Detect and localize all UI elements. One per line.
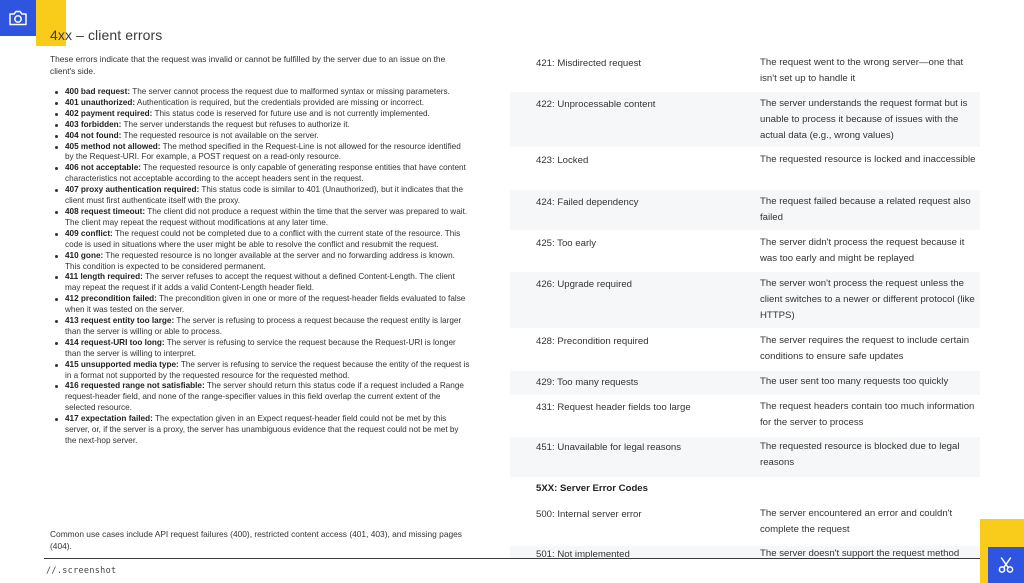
table-row [510,190,980,230]
code-cell: 421: Misdirected request [536,58,642,69]
status-code-term: 411 length required: [65,272,143,282]
status-code-description: The server understands the request but refuses to authorize it. [121,119,350,129]
status-code-term: 416 requested range not satisfiable: [65,381,205,391]
status-code-term: 402 payment required: [65,108,153,118]
table-row [510,272,980,328]
code-cell: 424: Failed dependency [536,197,639,208]
status-code-description: The server cannot process the request due to malformed syntax or missing parameters. [130,87,450,96]
status-code-description: The precondition given in one or more of the request-header fields evaluated to false when it was tested on the server. [65,294,466,315]
description-cell: The user sent too many requests too quickly [760,376,949,387]
status-code-term: 401 unauthorized: [65,97,136,107]
description-cell: The server won't process the request unless the client switches to a newer or different protocol (like HTTPS) [760,278,975,321]
list-item [50,109,470,120]
table-row [510,330,980,370]
status-code-description: The request could not be completed due to a conflict with the current state of the resource. This code is used in situations where the user might be able to resolve the conflict and resubmit the request. [65,228,461,249]
status-code-description: The method specified in the Request-Line is not allowed for the resource identified by the Request-URI. For example, a POST request on a read-only resource. [65,141,461,162]
list-item [50,381,470,414]
list-item [50,251,470,273]
code-cell: 428: Precondition required [536,336,649,347]
description-cell: The server doesn't support the request method [760,548,960,558]
description-cell: The request headers contain too much information for the server to process [760,401,975,428]
corner-decoration-bottom-right [980,519,1024,583]
list-item [50,131,470,142]
code-cell: 429: Too many requests [536,377,639,388]
status-code-list [50,87,470,447]
status-code-term: 407 proxy authentication required: [65,185,200,195]
list-item [50,414,470,447]
status-code-description: The client did not produce a request within the time that the server was prepared to wait. The client may repeat the request without modifications at any later time. [65,206,468,227]
status-code-table [510,52,980,558]
code-cell: 451: Unavailable for legal reasons [536,442,682,453]
status-code-description: The requested resource is no longer available at the server and no forwarding address is known. This condition is expected to be considered permanent. [65,250,455,271]
status-code-description: The server refuses to accept the request without a defined Content-Length. The client may repeat the request if it adds a valid Content-Length header field. [65,272,455,293]
status-code-description: This status code is similar to 401 (Unauthorized), but it indicates that the client must first authenticate itself with the proxy. [65,185,464,206]
table-row [510,232,980,270]
table-row [510,52,980,88]
code-cell: 422: Unprocessable content [536,99,656,110]
code-cell: 431: Request header fields too large [536,402,691,413]
table-row [510,371,980,395]
footer-brand: //.screenshot [46,566,117,576]
list-item [50,294,470,316]
status-code-description: The requested resource is not available on the server. [121,130,319,140]
list-item [50,229,470,251]
list-item [50,360,470,382]
status-code-term: 408 request timeout: [65,206,146,216]
status-code-description: The server is refusing to process a request because the request entity is larger than the server is willing or able to process. [65,316,462,336]
list-item [50,185,470,207]
status-code-description: The server should return this status code if a request included a Range request-header field, and none of the range-specifier values in this field overlap the current extent of the selected resource. [65,381,464,413]
list-item [50,316,470,338]
list-item [50,87,470,98]
status-code-term: 409 conflict: [65,228,113,238]
code-cell: 425: Too early [536,238,597,249]
list-item [50,120,470,131]
description-cell: The server requires the request to include certain conditions to ensure safe updates [760,335,970,362]
description-cell: The server didn't process the request because it was too early and might be replayed [760,237,965,264]
status-code-term: 412 precondition failed: [65,294,157,304]
table-row [510,397,980,435]
status-code-description: Authentication is required, but the credentials provided are missing or incorrect. [135,97,425,107]
status-code-description: The expectation given in an Expect request-header field could not be met by this server, or, if the server is a proxy, the server has unambiguous evidence that the request could not be met by the next-hop server. [65,414,459,445]
description-cell: The request failed because a related request also failed [760,196,971,223]
table-row [510,546,980,558]
status-code-term: 405 method not allowed: [65,141,161,151]
list-item [50,163,470,185]
code-cell: 423: Locked [536,155,589,166]
list-item [50,207,470,229]
list-item [50,338,470,360]
table-row [510,437,980,477]
footer-divider [44,558,980,559]
code-cell: 426: Upgrade required [536,279,633,290]
description-cell: The server encountered an error and couldn't complete the request [760,508,953,535]
status-code-term: 414 request-URI too long: [65,337,165,347]
status-code-term: 406 not acceptable: [65,163,141,173]
status-code-term: 417 expectation failed: [65,414,153,424]
status-code-term: 410 gone: [65,250,104,260]
table-row [510,504,980,544]
section-title: 4xx – client errors [50,27,163,43]
description-cell: The request went to the wrong server—one that isn't set up to handle it [760,57,964,84]
status-code-description: The requested resource is only capable of generating response entities that have content characteristics not acceptable according to the accept headers sent in the request. [65,163,466,184]
intro-paragraph: These errors indicate that the request was invalid or cannot be fulfilled by the server due to an issue on the client's side. [50,54,446,76]
status-code-description: The server is refusing to service the request because the entity of the request is in a format not supported by the requested resource for the requested method. [65,359,470,380]
scissors-icon [988,547,1024,583]
camera-icon [0,0,36,36]
client-errors-section [50,27,470,551]
list-item [50,142,470,164]
code-cell: 501: Not implemented [536,549,630,558]
status-code-term: 403 forbidden: [65,119,122,129]
description-cell: The requested resource is locked and inaccessible [760,154,976,165]
status-code-term: 415 unsupported media type: [65,359,179,369]
code-cell: 500: Internal server error [536,509,642,520]
table-row [510,92,980,147]
status-code-term: 400 bad request: [65,87,131,96]
list-item [50,98,470,109]
section-heading-5xx: 5XX: Server Error Codes [536,483,648,494]
status-code-term: 404 not found: [65,130,122,140]
table-row [510,149,980,189]
description-cell: The server understands the request format but is unable to process it because of issues with the actual data (e.g., wrong values) [760,98,968,141]
common-use-cases: Common use cases include API request failures (400), restricted content access (401, 403), and missing pages (404). [50,529,462,551]
list-item [50,272,470,294]
status-code-description: The server is refusing to service the request because the Request-URI is longer than the server is willing to interpret. [65,337,456,358]
status-code-description: This status code is reserved for future use and is not currently implemented. [152,108,430,118]
description-cell: The requested resource is blocked due to legal reasons [760,441,960,468]
status-code-term: 413 request entity too large: [65,316,175,326]
